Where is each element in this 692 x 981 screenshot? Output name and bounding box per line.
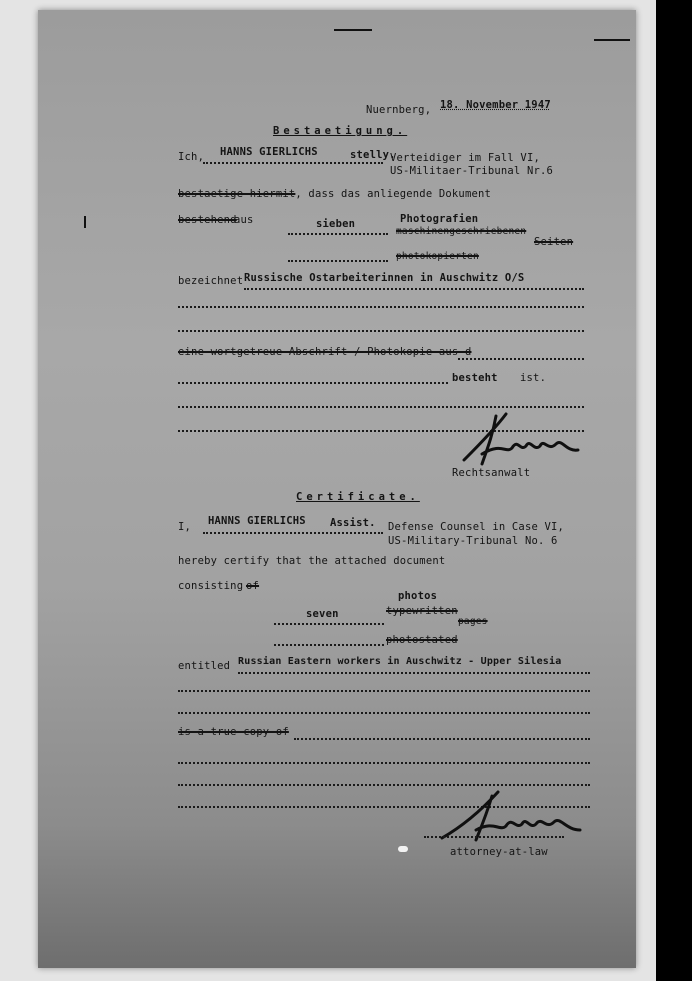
copy-line-struck: eine wortgetreue Abschrift / Photokopie aus d bbox=[178, 346, 472, 358]
photocopied-struck: photokopierten bbox=[396, 251, 479, 262]
count-dotted-line-2 bbox=[288, 260, 388, 262]
german-role-line2: US-Militaer-Tribunal Nr.6 bbox=[390, 165, 554, 177]
english-assist: Assist. bbox=[330, 517, 376, 529]
photostated-struck: photostated bbox=[386, 634, 458, 646]
english-title: Certificate. bbox=[296, 491, 420, 503]
aus-label: aus bbox=[234, 214, 254, 226]
english-blank-line-2 bbox=[178, 712, 590, 714]
count-dotted-line bbox=[288, 233, 388, 235]
margin-mark bbox=[84, 216, 86, 228]
german-count: sieben bbox=[316, 218, 356, 230]
ich-label: Ich, bbox=[178, 151, 205, 163]
date-prefix: Nuernberg, bbox=[366, 104, 432, 116]
english-title-dotted-line bbox=[238, 672, 590, 674]
name-dotted-line bbox=[203, 162, 383, 164]
english-name-dotted-line bbox=[203, 532, 383, 534]
i-label: I, bbox=[178, 521, 192, 533]
consisting-label: consisting bbox=[178, 580, 244, 592]
besteht-label: besteht bbox=[452, 372, 498, 384]
bestehend-struck: bestehend bbox=[178, 214, 237, 226]
german-document-title: Russische Ostarbeiterinnen in Auschwitz O/S bbox=[244, 272, 525, 284]
typewritten-struck: typewritten bbox=[386, 605, 458, 617]
english-count-dotted-line-2 bbox=[274, 644, 384, 646]
german-name: HANNS GIERLICHS bbox=[220, 146, 318, 158]
confirm-rest: , dass das anliegende Dokument bbox=[295, 188, 492, 200]
besteht-dotted-line bbox=[178, 382, 448, 384]
english-role-line1: Defense Counsel in Case VI, bbox=[388, 521, 565, 533]
entitled-label: entitled bbox=[178, 660, 231, 672]
copy-dotted-line bbox=[458, 358, 584, 360]
top-edge-mark bbox=[334, 29, 372, 31]
pages-struck: pages bbox=[458, 616, 488, 627]
german-kind: Photografien bbox=[400, 213, 479, 225]
seiten-struck: Seiten bbox=[534, 236, 574, 248]
german-signature-title: Rechtsanwalt bbox=[452, 467, 531, 479]
typed-struck: maschinengeschriebenen bbox=[396, 226, 527, 237]
document-sheet bbox=[38, 10, 636, 968]
ist-label: ist. bbox=[520, 372, 547, 384]
english-name: HANNS GIERLICHS bbox=[208, 515, 306, 527]
bezeichnet-label: bezeichnet bbox=[178, 275, 244, 287]
confirm-struck: bestaetige hiermit bbox=[178, 188, 296, 200]
signature-dotted-line bbox=[424, 836, 564, 838]
english-count-dotted-line bbox=[274, 623, 384, 625]
true-copy-dotted-line bbox=[294, 738, 590, 740]
true-copy-struck: is a true copy of bbox=[178, 726, 289, 738]
german-title: Bestaetigung. bbox=[273, 125, 408, 137]
title-dotted-line bbox=[244, 288, 584, 290]
english-role-line2: US-Military-Tribunal No. 6 bbox=[388, 535, 558, 547]
german-stelly: stelly. bbox=[350, 149, 396, 161]
german-role-line1: Verteidiger im Fall VI, bbox=[390, 152, 540, 164]
english-blank-line-3 bbox=[178, 762, 590, 764]
of-struck: of bbox=[246, 580, 260, 592]
certify-line: hereby certify that the attached document bbox=[178, 555, 446, 567]
german-signature bbox=[446, 408, 586, 468]
english-kind: photos bbox=[398, 590, 438, 602]
english-document-title: Russian Eastern workers in Auschwitz - Upper Silesia bbox=[238, 656, 562, 667]
top-right-mark bbox=[594, 39, 630, 41]
english-blank-line-1 bbox=[178, 690, 590, 692]
blank-line-1 bbox=[178, 306, 584, 308]
english-signature-title: attorney-at-law bbox=[450, 846, 548, 858]
date: 18. November 1947 bbox=[440, 99, 551, 111]
confirm-line bbox=[178, 188, 491, 200]
scan-speck bbox=[398, 846, 408, 852]
blank-line-2 bbox=[178, 330, 584, 332]
english-count: seven bbox=[306, 608, 339, 620]
